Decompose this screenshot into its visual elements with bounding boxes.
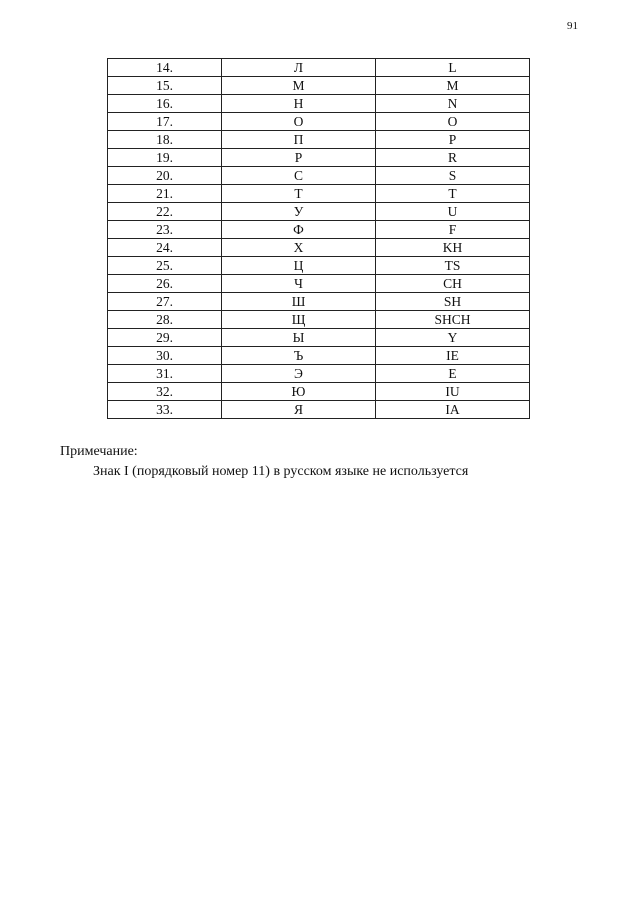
table-row bbox=[108, 113, 530, 131]
cyrillic-letter-cell: М bbox=[222, 77, 376, 95]
latin-transliteration-cell: R bbox=[376, 149, 530, 167]
row-number-cell: 31. bbox=[108, 365, 222, 383]
latin-transliteration-cell: T bbox=[376, 185, 530, 203]
cyrillic-letter-cell: Н bbox=[222, 95, 376, 113]
latin-transliteration-cell: SHCH bbox=[376, 311, 530, 329]
table-row bbox=[108, 329, 530, 347]
row-number-cell: 22. bbox=[108, 203, 222, 221]
row-number-cell: 27. bbox=[108, 293, 222, 311]
table-row bbox=[108, 59, 530, 77]
row-number-cell: 14. bbox=[108, 59, 222, 77]
transliteration-table bbox=[107, 58, 530, 419]
table-row bbox=[108, 293, 530, 311]
table-row bbox=[108, 221, 530, 239]
table-row bbox=[108, 131, 530, 149]
table-row bbox=[108, 383, 530, 401]
note-text: Знак I (порядковый номер 11) в русском языке не используется bbox=[93, 464, 469, 479]
latin-transliteration-cell: TS bbox=[376, 257, 530, 275]
latin-transliteration-cell: CH bbox=[376, 275, 530, 293]
cyrillic-letter-cell: Р bbox=[222, 149, 376, 167]
cyrillic-letter-cell: Х bbox=[222, 239, 376, 257]
table-row bbox=[108, 275, 530, 293]
row-number-cell: 18. bbox=[108, 131, 222, 149]
latin-transliteration-cell: M bbox=[376, 77, 530, 95]
latin-transliteration-cell: IE bbox=[376, 347, 530, 365]
table-row bbox=[108, 311, 530, 329]
table-row bbox=[108, 203, 530, 221]
latin-transliteration-cell: N bbox=[376, 95, 530, 113]
table-row bbox=[108, 95, 530, 113]
row-number-cell: 32. bbox=[108, 383, 222, 401]
latin-transliteration-cell: P bbox=[376, 131, 530, 149]
table-row bbox=[108, 149, 530, 167]
cyrillic-letter-cell: Ш bbox=[222, 293, 376, 311]
table-body bbox=[108, 59, 530, 419]
cyrillic-letter-cell: Я bbox=[222, 401, 376, 419]
latin-transliteration-cell: IA bbox=[376, 401, 530, 419]
note-title: Примечание: bbox=[60, 444, 138, 459]
table-row bbox=[108, 401, 530, 419]
row-number-cell: 17. bbox=[108, 113, 222, 131]
cyrillic-letter-cell: О bbox=[222, 113, 376, 131]
latin-transliteration-cell: E bbox=[376, 365, 530, 383]
cyrillic-letter-cell: Ц bbox=[222, 257, 376, 275]
row-number-cell: 30. bbox=[108, 347, 222, 365]
cyrillic-letter-cell: Ы bbox=[222, 329, 376, 347]
row-number-cell: 19. bbox=[108, 149, 222, 167]
table-row bbox=[108, 365, 530, 383]
row-number-cell: 16. bbox=[108, 95, 222, 113]
cyrillic-letter-cell: Л bbox=[222, 59, 376, 77]
row-number-cell: 28. bbox=[108, 311, 222, 329]
latin-transliteration-cell: O bbox=[376, 113, 530, 131]
row-number-cell: 23. bbox=[108, 221, 222, 239]
cyrillic-letter-cell: П bbox=[222, 131, 376, 149]
cyrillic-letter-cell: Щ bbox=[222, 311, 376, 329]
table-row bbox=[108, 257, 530, 275]
row-number-cell: 26. bbox=[108, 275, 222, 293]
cyrillic-letter-cell: Т bbox=[222, 185, 376, 203]
table-row bbox=[108, 185, 530, 203]
cyrillic-letter-cell: Ч bbox=[222, 275, 376, 293]
latin-transliteration-cell: Y bbox=[376, 329, 530, 347]
row-number-cell: 21. bbox=[108, 185, 222, 203]
latin-transliteration-cell: KH bbox=[376, 239, 530, 257]
row-number-cell: 20. bbox=[108, 167, 222, 185]
cyrillic-letter-cell: У bbox=[222, 203, 376, 221]
cyrillic-letter-cell: Ю bbox=[222, 383, 376, 401]
page-number: 91 bbox=[567, 20, 578, 32]
latin-transliteration-cell: F bbox=[376, 221, 530, 239]
row-number-cell: 15. bbox=[108, 77, 222, 95]
row-number-cell: 33. bbox=[108, 401, 222, 419]
latin-transliteration-cell: SH bbox=[376, 293, 530, 311]
table-row bbox=[108, 77, 530, 95]
table-row bbox=[108, 167, 530, 185]
cyrillic-letter-cell: Э bbox=[222, 365, 376, 383]
table-row bbox=[108, 239, 530, 257]
row-number-cell: 24. bbox=[108, 239, 222, 257]
latin-transliteration-cell: IU bbox=[376, 383, 530, 401]
row-number-cell: 25. bbox=[108, 257, 222, 275]
cyrillic-letter-cell: Ф bbox=[222, 221, 376, 239]
table-row bbox=[108, 347, 530, 365]
row-number-cell: 29. bbox=[108, 329, 222, 347]
cyrillic-letter-cell: С bbox=[222, 167, 376, 185]
cyrillic-letter-cell: Ъ bbox=[222, 347, 376, 365]
latin-transliteration-cell: S bbox=[376, 167, 530, 185]
latin-transliteration-cell: L bbox=[376, 59, 530, 77]
latin-transliteration-cell: U bbox=[376, 203, 530, 221]
